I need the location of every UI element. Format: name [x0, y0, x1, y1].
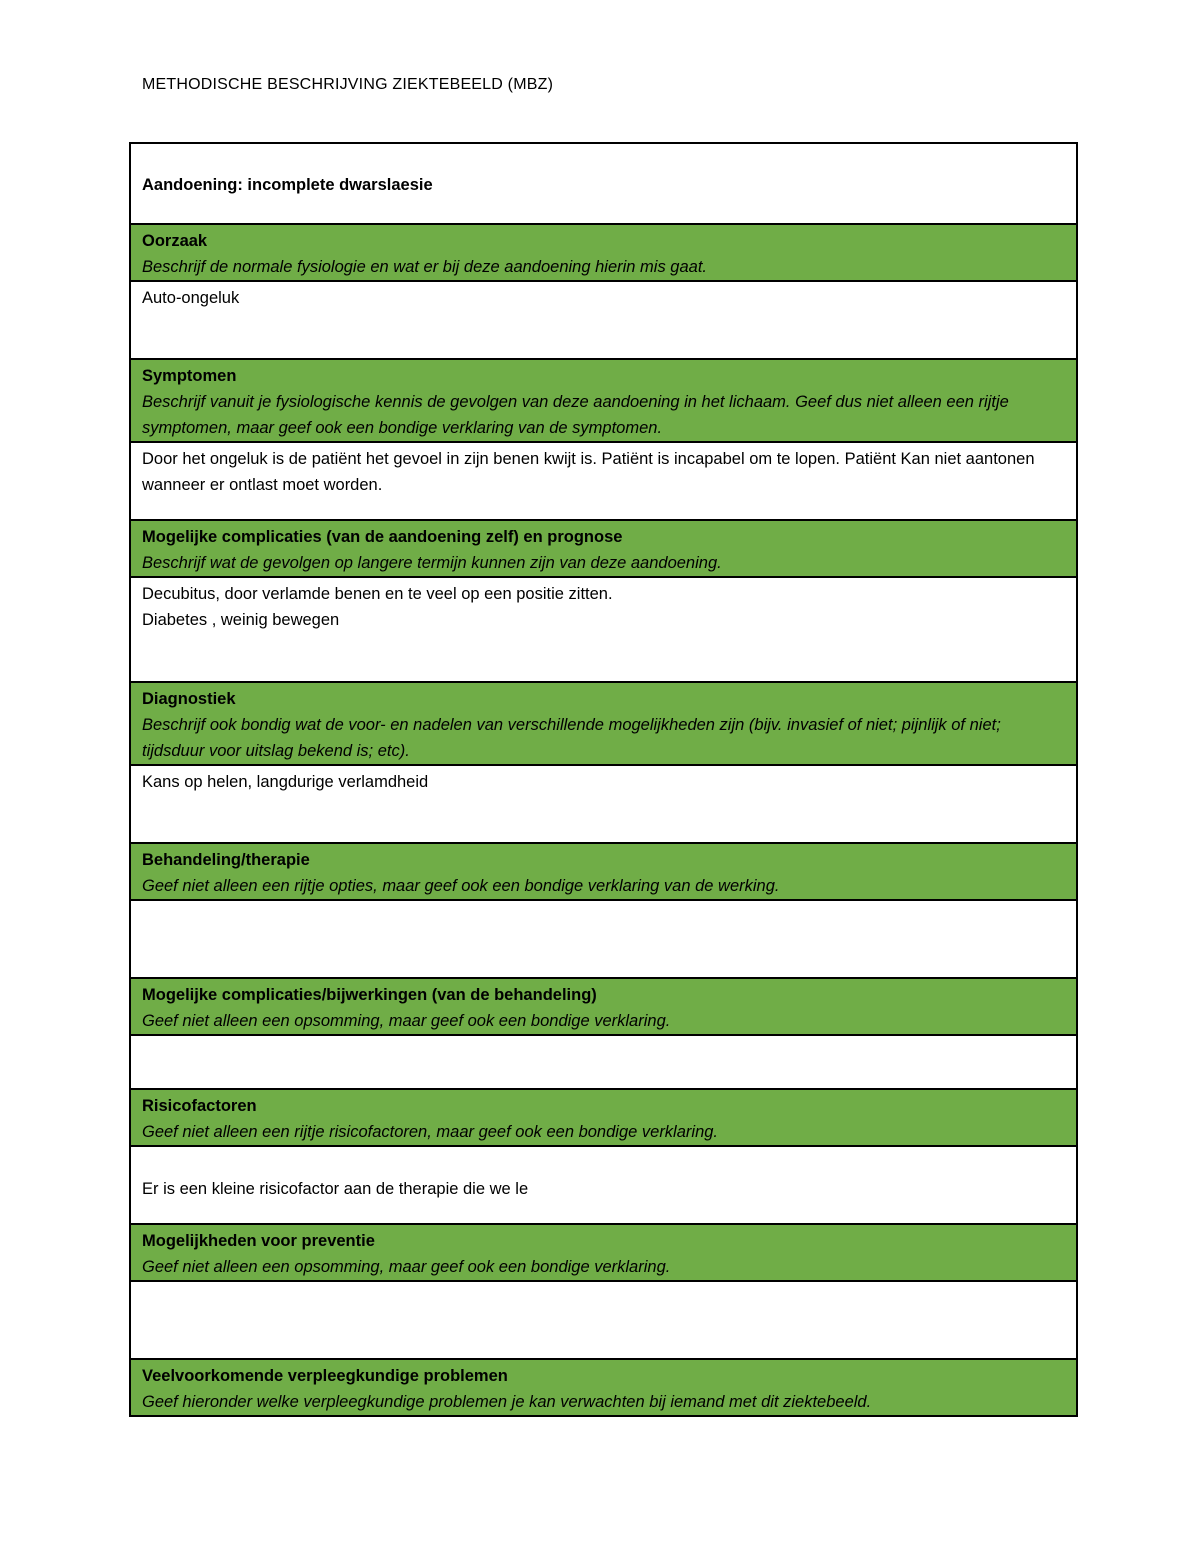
section-header-cell [130, 843, 1077, 900]
section-instruction: Beschrijf ook bondig wat de voor- en nadelen van verschillende mogelijkheden zijn (bijv. invasief of niet; pijnlijk of niet; tijdsduur voor uitslag bekend is; etc). [142, 716, 1001, 760]
section-answer-risicofactoren [130, 1146, 1077, 1224]
answer-field-bijwerkingen[interactable] [130, 1035, 1077, 1089]
section-instruction: Beschrijf vanuit je fysiologische kennis de gevolgen van deze aandoening in het lichaam. Geef dus niet alleen een rijtje symptomen, maar geef ook een bondige verklaring van de symptomen. [142, 393, 1009, 437]
section-instruction: Beschrijf wat de gevolgen op langere termijn kunnen zijn van deze aandoening. [142, 554, 722, 572]
answer-field-behandeling[interactable] [130, 900, 1077, 978]
section-header-diagnostiek [130, 682, 1077, 765]
section-answer-complicaties-prognose [130, 577, 1077, 682]
section-header-bijwerkingen [130, 978, 1077, 1035]
section-header-symptomen [130, 359, 1077, 442]
section-title: Veelvoorkomende verpleegkundige problemen [142, 1367, 508, 1385]
section-instruction: Geef hieronder welke verpleegkundige problemen je kan verwachten bij iemand met dit ziektebeeld. [142, 1393, 872, 1411]
section-header-cell [130, 520, 1077, 577]
section-instruction: Geef niet alleen een rijtje risicofactoren, maar geef ook een bondige verklaring. [142, 1123, 719, 1141]
section-instruction: Beschrijf de normale fysiologie en wat er bij deze aandoening hierin mis gaat. [142, 258, 707, 276]
mbz-form-table [129, 142, 1078, 1417]
section-answer-oorzaak [130, 281, 1077, 359]
section-answer-symptomen [130, 442, 1077, 520]
section-title: Mogelijkheden voor preventie [142, 1232, 375, 1250]
section-answer-behandeling [130, 900, 1077, 978]
answer-field-risicofactoren[interactable]: Er is een kleine risicofactor aan de therapie die we le [130, 1146, 1077, 1224]
section-title: Mogelijke complicaties (van de aandoening zelf) en prognose [142, 528, 623, 546]
section-title: Oorzaak [142, 232, 208, 250]
answer-field-symptomen[interactable]: Door het ongeluk is de patiënt het gevoel in zijn benen kwijt is. Patiënt is incapabel om te lopen. Patiënt Kan niet aantonen wanneer er ontlast moet worden. [130, 442, 1077, 520]
section-title: Symptomen [142, 367, 237, 385]
section-instruction: Geef niet alleen een opsomming, maar geef ook een bondige verklaring. [142, 1258, 671, 1276]
section-header-preventie [130, 1224, 1077, 1281]
answer-field-oorzaak[interactable]: Auto-ongeluk [130, 281, 1077, 359]
section-title: Diagnostiek [142, 690, 236, 708]
condition-cell[interactable] [130, 143, 1077, 224]
section-header-cell [130, 978, 1077, 1035]
section-instruction: Geef niet alleen een rijtje opties, maar geef ook een bondige verklaring van de werking. [142, 877, 780, 895]
section-title: Behandeling/therapie [142, 851, 310, 869]
answer-field-diagnostiek[interactable]: Kans op helen, langdurige verlamdheid [130, 765, 1077, 843]
section-instruction: Geef niet alleen een opsomming, maar geef ook een bondige verklaring. [142, 1012, 671, 1030]
condition-row [130, 143, 1077, 224]
section-header-cell [130, 682, 1077, 765]
section-title: Mogelijke complicaties/bijwerkingen (van de behandeling) [142, 986, 597, 1004]
section-header-cell [130, 1359, 1077, 1416]
section-header-oorzaak [130, 224, 1077, 281]
section-header-complicaties-prognose [130, 520, 1077, 577]
section-header-verpleegkundige-problemen [130, 1359, 1077, 1416]
document-title: METHODISCHE BESCHRIJVING ZIEKTEBEELD (MBZ) [142, 76, 554, 93]
section-answer-bijwerkingen [130, 1035, 1077, 1089]
answer-field-complicaties-prognose[interactable]: Decubitus, door verlamde benen en te veel op een positie zitten. Diabetes , weinig bewegen [130, 577, 1077, 682]
section-answer-diagnostiek [130, 765, 1077, 843]
section-header-cell [130, 359, 1077, 442]
section-header-cell [130, 1089, 1077, 1146]
section-header-cell [130, 224, 1077, 281]
section-header-behandeling [130, 843, 1077, 900]
section-title: Risicofactoren [142, 1097, 257, 1115]
answer-field-preventie[interactable] [130, 1281, 1077, 1359]
section-header-risicofactoren [130, 1089, 1077, 1146]
section-header-cell [130, 1224, 1077, 1281]
section-answer-preventie [130, 1281, 1077, 1359]
condition-label: Aandoening: incomplete dwarslaesie [142, 175, 433, 194]
